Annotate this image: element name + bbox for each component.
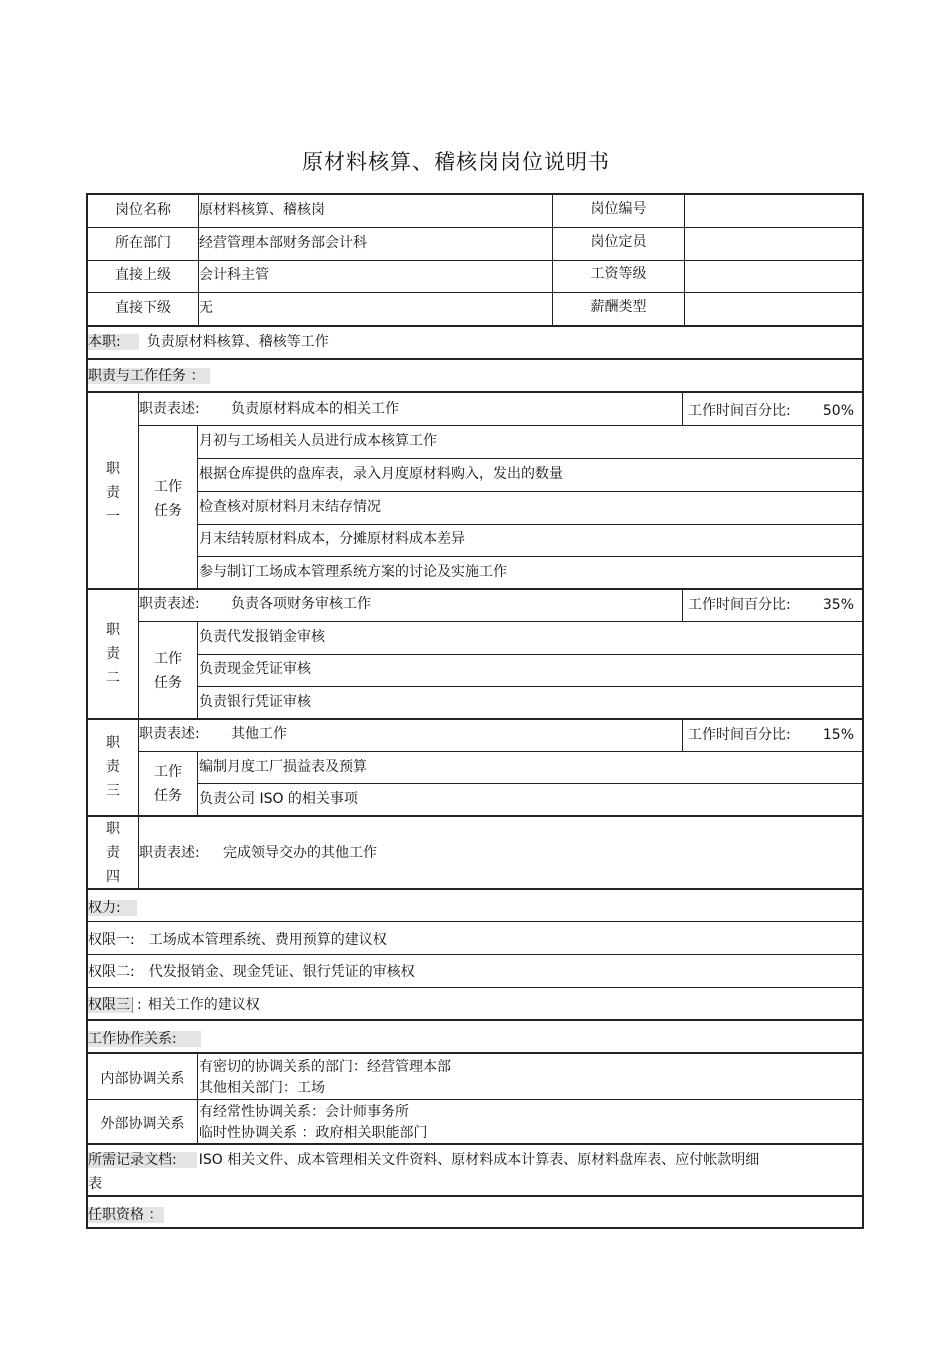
coop-internal-label: 内部协调关系 (100, 1071, 185, 1087)
resp-2-task-3: 负责银行凭证审核 (199, 694, 311, 710)
authority-item-1-text: 工场成本管理系统、费用预算的建议权 (148, 932, 387, 948)
resp-2-desc-label: 职责表述: (139, 596, 200, 612)
resp-1-pct: 50% (822, 403, 854, 419)
resp-3-label: 职 责 三 (106, 735, 120, 799)
authority-item-3: 权限三 : 相关工作的建议权 (88, 997, 260, 1013)
subordinate-value: 无 (199, 300, 213, 316)
tasks-header: 职责与工作任务 ： (88, 365, 210, 387)
resp-1-label: 职 责 一 (106, 461, 120, 525)
resp-4-desc-label: 职责表述: (139, 845, 200, 861)
resp-1-task-3: 检查核对原材料月末结存情况 (199, 499, 381, 515)
records-text: ISO 相关文件、成本管理相关文件资料、原材料成本计算表、原材料盘库表、应付帐款明细 (198, 1152, 760, 1168)
resp-1-desc-label: 职责表述: (139, 401, 200, 417)
authority-item-3-label: 权限三 (88, 997, 133, 1013)
page-title: 原材料核算、稽核岗岗位说明书 (302, 150, 610, 174)
authority-item-2 (88, 961, 415, 983)
resp-4-desc: 完成领导交办的其他工作 (223, 845, 377, 861)
resp-2-task-2: 负责现金凭证审核 (199, 661, 311, 677)
post-no-label: 岗位编号 (590, 201, 647, 217)
authority-item-2-label: 权限二: (88, 964, 135, 980)
records-text-cont: 表 (88, 1176, 102, 1192)
resp-3-task-label: 工作 任务 (154, 764, 182, 804)
resp-2-pct-label: 工作时间百分比: (688, 597, 791, 613)
resp-2-desc: 负责各项财务审核工作 (231, 596, 371, 612)
coop-header: 工作协作关系: (88, 1028, 201, 1050)
resp-3-task-1: 编制月度工厂损益表及预算 (199, 759, 367, 775)
authority-item-2-text: 代发报销金、现金凭证、银行凭证的审核权 (148, 964, 415, 980)
post-name-value: 原材料核算、稽核岗 (199, 202, 325, 218)
quota-label: 岗位定员 (590, 234, 647, 250)
authority-item-3-text: 相关工作的建议权 (147, 997, 260, 1013)
salary-type-label: 薪酬类型 (590, 299, 647, 315)
wage-grade-label: 工资等级 (590, 266, 647, 282)
resp-3-desc-label: 职责表述: (139, 726, 200, 742)
resp-1-task-label: 工作 任务 (154, 479, 182, 519)
resp-1-task-2: 根据仓库提供的盘库表，录入月度原材料购入，发出的数量 (199, 466, 563, 482)
resp-3-desc: 其他工作 (231, 726, 287, 742)
coop-internal-2: 其他相关部门：工场 (199, 1080, 325, 1096)
subordinate-label: 直接下级 (115, 300, 171, 316)
resp-3-task-2: 负责公司 ISO 的相关事项 (199, 791, 358, 807)
superior-value: 会计科主管 (199, 267, 269, 283)
duty-row (88, 331, 329, 353)
coop-external-label: 外部协调关系 (100, 1116, 185, 1132)
resp-4-label: 职 责 四 (106, 821, 120, 885)
resp-1-task-4: 月末结转原材料成本，分摊原材料成本差异 (199, 531, 465, 547)
records-row (88, 1150, 759, 1170)
resp-2-pct: 35% (822, 597, 854, 613)
qualification-header: 任职资格 ： (88, 1207, 163, 1223)
resp-3-pct-label: 工作时间百分比: (688, 727, 791, 743)
dept-value: 经营管理本部财务部会计科 (199, 235, 367, 251)
coop-external-1: 有经常性协调关系：会计师事务所 (199, 1104, 409, 1120)
duty-text: 负责原材料核算、稽核等工作 (146, 334, 329, 350)
resp-2-task-1: 负责代发报销金审核 (199, 629, 325, 645)
authority-item-1-label: 权限一: (88, 932, 135, 948)
job-description-table (86, 193, 864, 1229)
resp-1-desc: 负责原材料成本的相关工作 (231, 401, 399, 417)
resp-2-label: 职 责 二 (106, 622, 120, 686)
resp-1-pct-label: 工作时间百分比: (688, 403, 791, 419)
dept-label: 所在部门 (115, 235, 171, 251)
resp-3-pct: 15% (822, 727, 854, 743)
duty-label: 本职: (88, 334, 139, 350)
post-name-label: 岗位名称 (115, 202, 171, 218)
records-label: 所需记录文档: (88, 1152, 197, 1168)
superior-label: 直接上级 (115, 267, 171, 283)
authority-header: 权力: (88, 897, 137, 919)
coop-internal-1: 有密切的协调关系的部门：经营管理本部 (199, 1059, 451, 1075)
authority-item-1 (88, 929, 387, 951)
resp-1-task-5: 参与制订工场成本管理系统方案的讨论及实施工作 (199, 564, 507, 580)
coop-external-2: 临时性协调关系 ：政府相关职能部门 (199, 1125, 428, 1141)
resp-1-task-1: 月初与工场相关人员进行成本核算工作 (199, 433, 437, 449)
resp-2-task-label: 工作 任务 (154, 651, 182, 691)
